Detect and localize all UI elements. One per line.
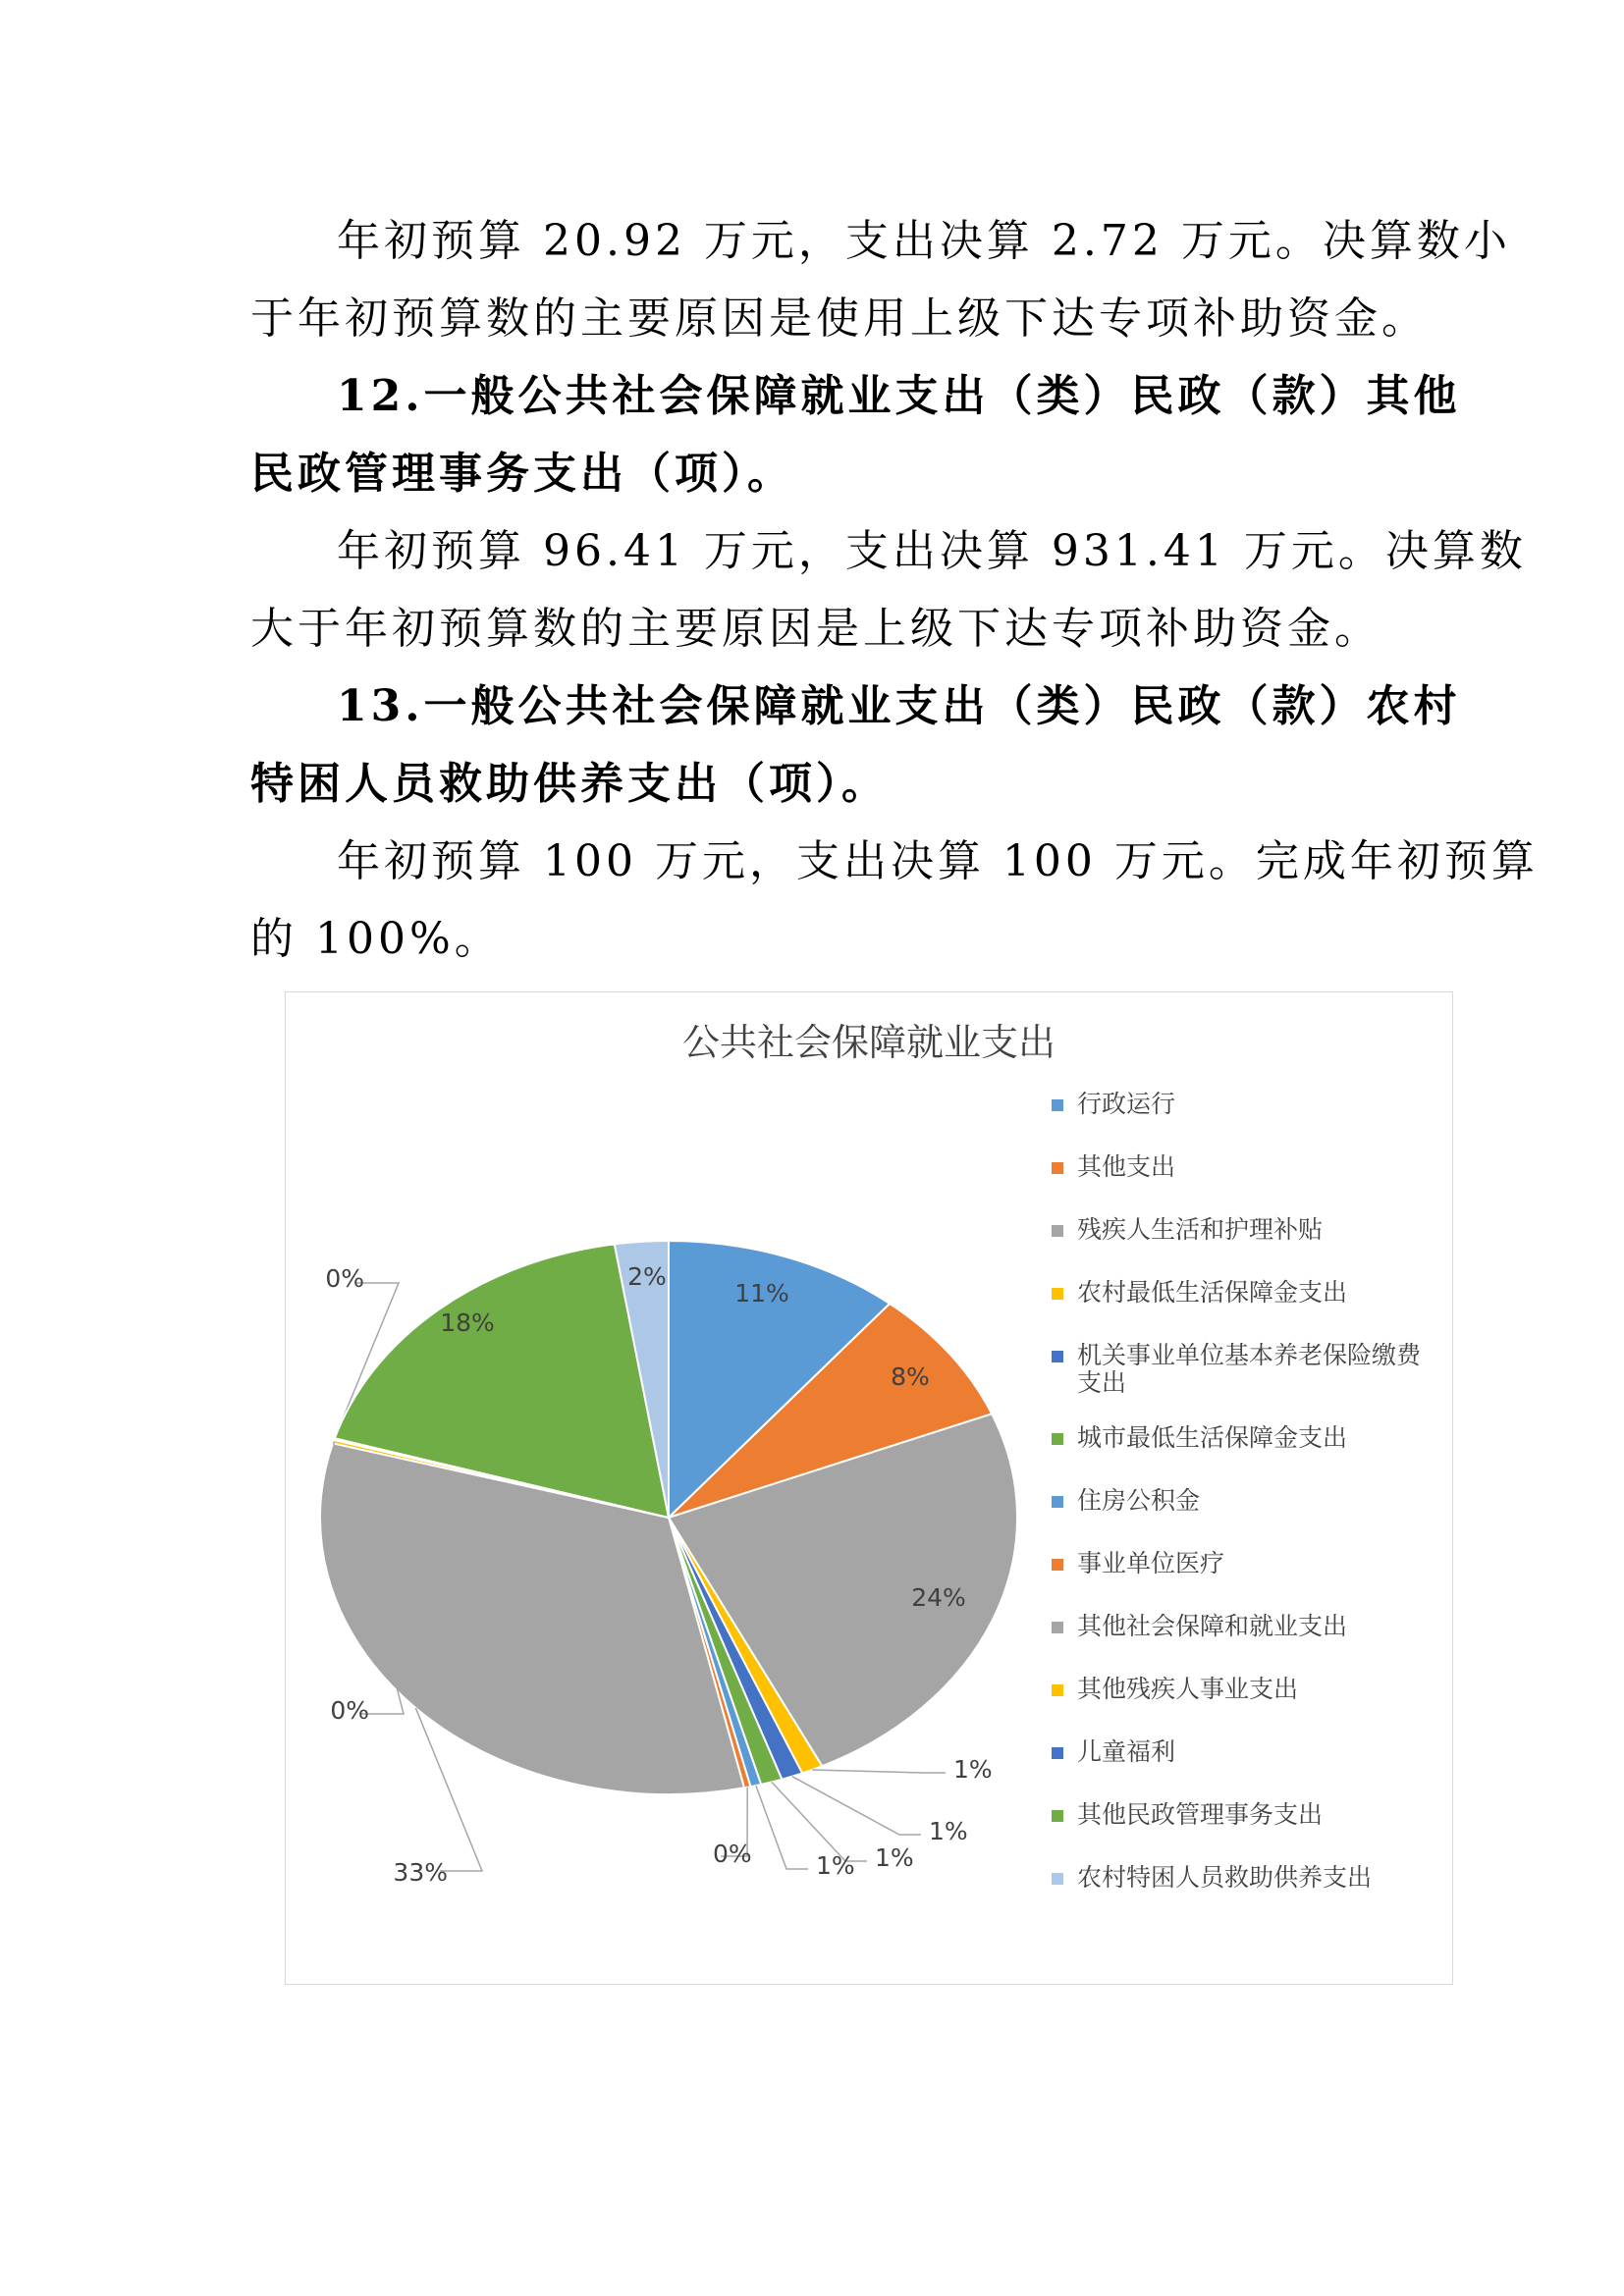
leader-line-4 <box>812 1770 946 1773</box>
legend-label: 其他残疾人事业支出 <box>1077 1675 1299 1703</box>
legend-swatch <box>1052 1559 1063 1571</box>
leader-line-7 <box>756 1786 808 1869</box>
legend-swatch <box>1052 1433 1063 1445</box>
legend-label: 其他支出 <box>1077 1152 1176 1181</box>
data-label-7: 1% <box>816 1851 855 1880</box>
data-label-5: 1% <box>929 1817 968 1845</box>
data-label-11: 0% <box>325 1264 364 1293</box>
legend-swatch <box>1052 1225 1063 1237</box>
legend-label: 机关事业单位基本养老保险缴费支出 <box>1077 1341 1422 1397</box>
legend-label: 残疾人生活和护理补贴 <box>1077 1215 1324 1244</box>
legend-swatch <box>1052 1622 1063 1633</box>
legend-swatch <box>1052 1351 1063 1362</box>
paragraph-line: 年初预算 20.92 万元，支出决算 2.72 万元。决算数小 <box>337 216 1511 266</box>
data-label-12: 18% <box>440 1308 495 1337</box>
legend-swatch <box>1052 1162 1063 1174</box>
data-label-9: 33% <box>393 1858 448 1887</box>
chart-title: 公共社会保障就业支出 <box>681 1021 1056 1064</box>
data-label-4: 1% <box>953 1755 993 1784</box>
legend-label: 其他民政管理事务支出 <box>1077 1800 1324 1829</box>
section-heading: 13.一般公共社会保障就业支出（类）民政（款）农村 <box>337 681 1461 731</box>
section-heading: 特困人员救助供养支出（项）。 <box>250 759 889 809</box>
pie-chart <box>285 991 1453 1985</box>
legend-swatch <box>1052 1810 1063 1822</box>
leader-line-6 <box>772 1782 867 1861</box>
pie-chart-canvas <box>286 992 1052 1984</box>
legend-label: 农村最低生活保障金支出 <box>1077 1278 1348 1307</box>
legend-swatch <box>1052 1288 1063 1300</box>
paragraph-line: 大于年初预算数的主要原因是上级下达专项补助资金。 <box>250 604 1381 654</box>
paragraph-line: 的 100%。 <box>250 914 502 964</box>
data-label-8: 0% <box>713 1840 752 1868</box>
section-heading: 民政管理事务支出（项）。 <box>250 449 794 499</box>
legend-swatch <box>1052 1747 1063 1759</box>
legend-label: 其他社会保障和就业支出 <box>1077 1612 1348 1640</box>
data-label-2: 8% <box>891 1362 930 1391</box>
legend-swatch <box>1052 1099 1063 1111</box>
paragraph-line: 于年初预算数的主要原因是使用上级下达专项补助资金。 <box>250 294 1429 344</box>
legend-label: 农村特困人员救助供养支出 <box>1077 1863 1373 1892</box>
paragraph-line: 年初预算 96.41 万元，支出决算 931.41 万元。决算数 <box>337 526 1527 576</box>
legend-label: 事业单位医疗 <box>1077 1549 1225 1577</box>
data-label-13: 2% <box>627 1262 667 1291</box>
leader-line-5 <box>792 1777 921 1835</box>
legend-swatch <box>1052 1873 1063 1885</box>
legend-swatch <box>1052 1496 1063 1508</box>
data-label-10: 0% <box>330 1696 369 1725</box>
data-label-6: 1% <box>875 1843 914 1872</box>
paragraph-line: 年初预算 100 万元，支出决算 100 万元。完成年初预算 <box>337 836 1539 886</box>
legend-label: 城市最低生活保障金支出 <box>1077 1423 1348 1452</box>
legend-label: 住房公积金 <box>1077 1486 1201 1515</box>
legend-label: 行政运行 <box>1077 1090 1176 1118</box>
data-label-1: 11% <box>734 1279 789 1308</box>
legend-swatch <box>1052 1684 1063 1696</box>
data-label-3: 24% <box>911 1583 966 1612</box>
section-heading: 12.一般公共社会保障就业支出（类）民政（款）其他 <box>337 371 1461 421</box>
legend-label: 儿童福利 <box>1077 1737 1176 1766</box>
